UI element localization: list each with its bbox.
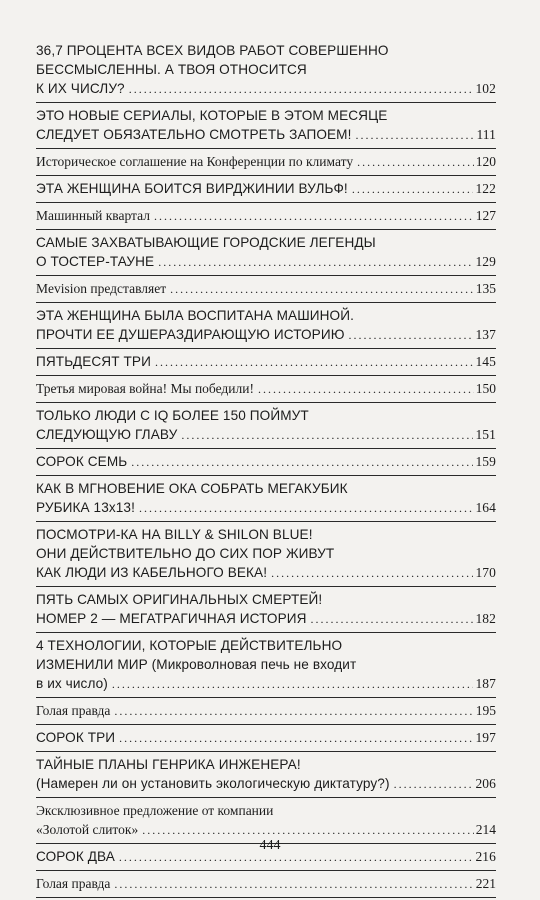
dot-leader <box>394 775 474 794</box>
toc-entry-title-line: ПОСМОТРИ-КА НА BILLY & SHILON BLUE! <box>36 527 313 542</box>
dot-leader <box>158 253 473 272</box>
toc-entry-title-line: Машинный квартал <box>36 208 150 223</box>
toc-entry-page: 145 <box>475 354 496 369</box>
toc-entry-title-line: Голая правда <box>36 703 111 718</box>
toc-entry-title-line: «Золотой слиток» <box>36 822 139 837</box>
dot-leader <box>181 426 473 445</box>
toc-entry-title-line: САМЫЕ ЗАХВАТЫВАЮЩИЕ ГОРОДСКИЕ ЛЕГЕНДЫ <box>36 235 376 250</box>
toc-entry-page: 102 <box>475 81 496 96</box>
dot-leader <box>119 729 473 748</box>
toc-entry <box>36 230 496 276</box>
toc-entry-title-line: БЕССМЫСЛЕННЫ. А ТВОЯ ОТНОСИТСЯ <box>36 62 307 77</box>
page-number: 444 <box>259 838 281 853</box>
toc-entry-title-line: ПЯТЬДЕСЯТ ТРИ <box>36 354 151 369</box>
toc-entry-title-line: КАК В МГНОВЕНИЕ ОКА СОБРАТЬ МЕГАКУБИК <box>36 481 348 496</box>
toc-entry-page: 120 <box>475 154 496 169</box>
toc-entry-page: 187 <box>475 676 496 691</box>
toc-entry <box>36 376 496 403</box>
dot-leader <box>170 280 474 299</box>
toc-entry-page: 195 <box>475 703 496 718</box>
dot-leader <box>258 380 474 399</box>
toc-entry <box>36 476 496 522</box>
toc-entry <box>36 303 496 349</box>
toc-entry-page: 170 <box>475 565 496 580</box>
dot-leader <box>129 80 474 99</box>
toc-entry <box>36 871 496 898</box>
dot-leader <box>271 564 473 583</box>
toc-entry-title-line: СЛЕДУЕТ ОБЯЗАТЕЛЬНО СМОТРЕТЬ ЗАПОЕМ! <box>36 127 352 142</box>
toc-entry-title-line: ПЯТЬ САМЫХ ОРИГИНАЛЬНЫХ СМЕРТЕЙ! <box>36 592 323 607</box>
toc-entry-page: 127 <box>475 208 496 223</box>
dot-leader <box>131 453 473 472</box>
toc-entry-title-line: СОРОК СЕМЬ <box>36 454 128 469</box>
toc-entry <box>36 449 496 476</box>
toc-entry-title-line: СОРОК ТРИ <box>36 730 116 745</box>
toc-entry <box>36 633 496 698</box>
toc-entry <box>36 276 496 303</box>
toc-entry-title-line: в их число) <box>36 676 108 691</box>
toc-entry-page: 159 <box>475 454 496 469</box>
toc-entry-title-line: КАК ЛЮДИ ИЗ КАБЕЛЬНОГО ВЕКА! <box>36 565 268 580</box>
dot-leader <box>311 610 474 629</box>
toc-entry-page: 151 <box>475 427 496 442</box>
toc-entry-title-line: (Намерен ли он установить экологическую диктатуру?) <box>36 776 390 791</box>
toc-entry <box>36 752 496 798</box>
toc-entry-page: 150 <box>475 381 496 396</box>
toc-entry-title-line: Историческое соглашение на Конференции по климату <box>36 154 354 169</box>
toc-entry-title-line: К ИХ ЧИСЛУ? <box>36 81 125 96</box>
toc-entry-title-line: Голая правда <box>36 876 111 891</box>
toc-entry-title-line: 4 ТЕХНОЛОГИИ, КОТОРЫЕ ДЕЙСТВИТЕЛЬНО <box>36 638 343 653</box>
toc-entry-page: 135 <box>475 281 496 296</box>
toc-entry-title-line: ИЗМЕНИЛИ МИР (Микроволновая печь не входит <box>36 657 357 672</box>
toc-entry-title-line: ТОЛЬКО ЛЮДИ С IQ БОЛЕЕ 150 ПОЙМУТ <box>36 408 309 423</box>
toc-entry <box>36 103 496 149</box>
dot-leader <box>112 675 474 694</box>
toc-entry-page: 122 <box>475 181 496 196</box>
toc-entry-page: 164 <box>475 500 496 515</box>
toc-entry-title-line: О ТОСТЕР-ТАУНЕ <box>36 254 155 269</box>
toc-entry <box>36 349 496 376</box>
table-of-contents <box>36 38 496 898</box>
toc-entry-page: 182 <box>475 611 496 626</box>
toc-entry <box>36 403 496 449</box>
toc-entry-page: 221 <box>475 876 496 891</box>
toc-entry <box>36 522 496 587</box>
toc-entry <box>36 587 496 633</box>
toc-entry-page: 111 <box>476 127 496 142</box>
dot-leader <box>139 499 473 518</box>
dot-leader <box>155 353 473 372</box>
toc-entry-title-line: СЛЕДУЮЩУЮ ГЛАВУ <box>36 427 178 442</box>
toc-entry-title-line: СОРОК ДВА <box>36 849 115 864</box>
dot-leader <box>356 126 475 145</box>
toc-entry-title-line: Эксклюзивное предложение от компании <box>36 803 274 818</box>
toc-entry-title-line: РУБИКА 13x13! <box>36 500 135 515</box>
dot-leader <box>349 326 474 345</box>
toc-entry-page: 129 <box>475 254 496 269</box>
toc-entry-title-line: ТАЙНЫЕ ПЛАНЫ ГЕНРИКА ИНЖЕНЕРА! <box>36 757 301 772</box>
dot-leader <box>357 153 474 172</box>
toc-entry <box>36 698 496 725</box>
dot-leader <box>154 207 474 226</box>
toc-entry <box>36 38 496 103</box>
toc-entry <box>36 176 496 203</box>
toc-entry-title-line: ЭТА ЖЕНЩИНА БЫЛА ВОСПИТАНА МАШИНОЙ. <box>36 308 354 323</box>
dot-leader <box>114 875 473 894</box>
toc-entry-title-line: 36,7 ПРОЦЕНТА ВСЕХ ВИДОВ РАБОТ СОВЕРШЕННО <box>36 43 389 58</box>
toc-entry <box>36 725 496 752</box>
toc-entry-page: 137 <box>475 327 496 342</box>
toc-entry-title-line: ЭТА ЖЕНЩИНА БОИТСЯ ВИРДЖИНИИ ВУЛЬФ! <box>36 181 348 196</box>
toc-entry-title-line: ЭТО НОВЫЕ СЕРИАЛЫ, КОТОРЫЕ В ЭТОМ МЕСЯЦЕ <box>36 108 388 123</box>
toc-entry-title-line: ПРОЧТИ ЕЕ ДУШЕРАЗДИРАЮЩУЮ ИСТОРИЮ <box>36 327 345 342</box>
toc-entry-page: 197 <box>475 730 496 745</box>
toc-entry <box>36 149 496 176</box>
toc-entry <box>36 203 496 230</box>
toc-entry-title-line: Третья мировая война! Мы победили! <box>36 381 254 396</box>
toc-entry-title-line: Mevision представляет <box>36 281 167 296</box>
dot-leader <box>114 702 473 721</box>
toc-entry-page: 216 <box>475 849 496 864</box>
toc-entry-title-line: НОМЕР 2 — МЕГАТРАГИЧНАЯ ИСТОРИЯ <box>36 611 307 626</box>
dot-leader <box>352 180 474 199</box>
toc-entry-title-line: ОНИ ДЕЙСТВИТЕЛЬНО ДО СИХ ПОР ЖИВУТ <box>36 546 335 561</box>
toc-entry-page: 214 <box>475 822 496 837</box>
toc-entry-page: 206 <box>475 776 496 791</box>
